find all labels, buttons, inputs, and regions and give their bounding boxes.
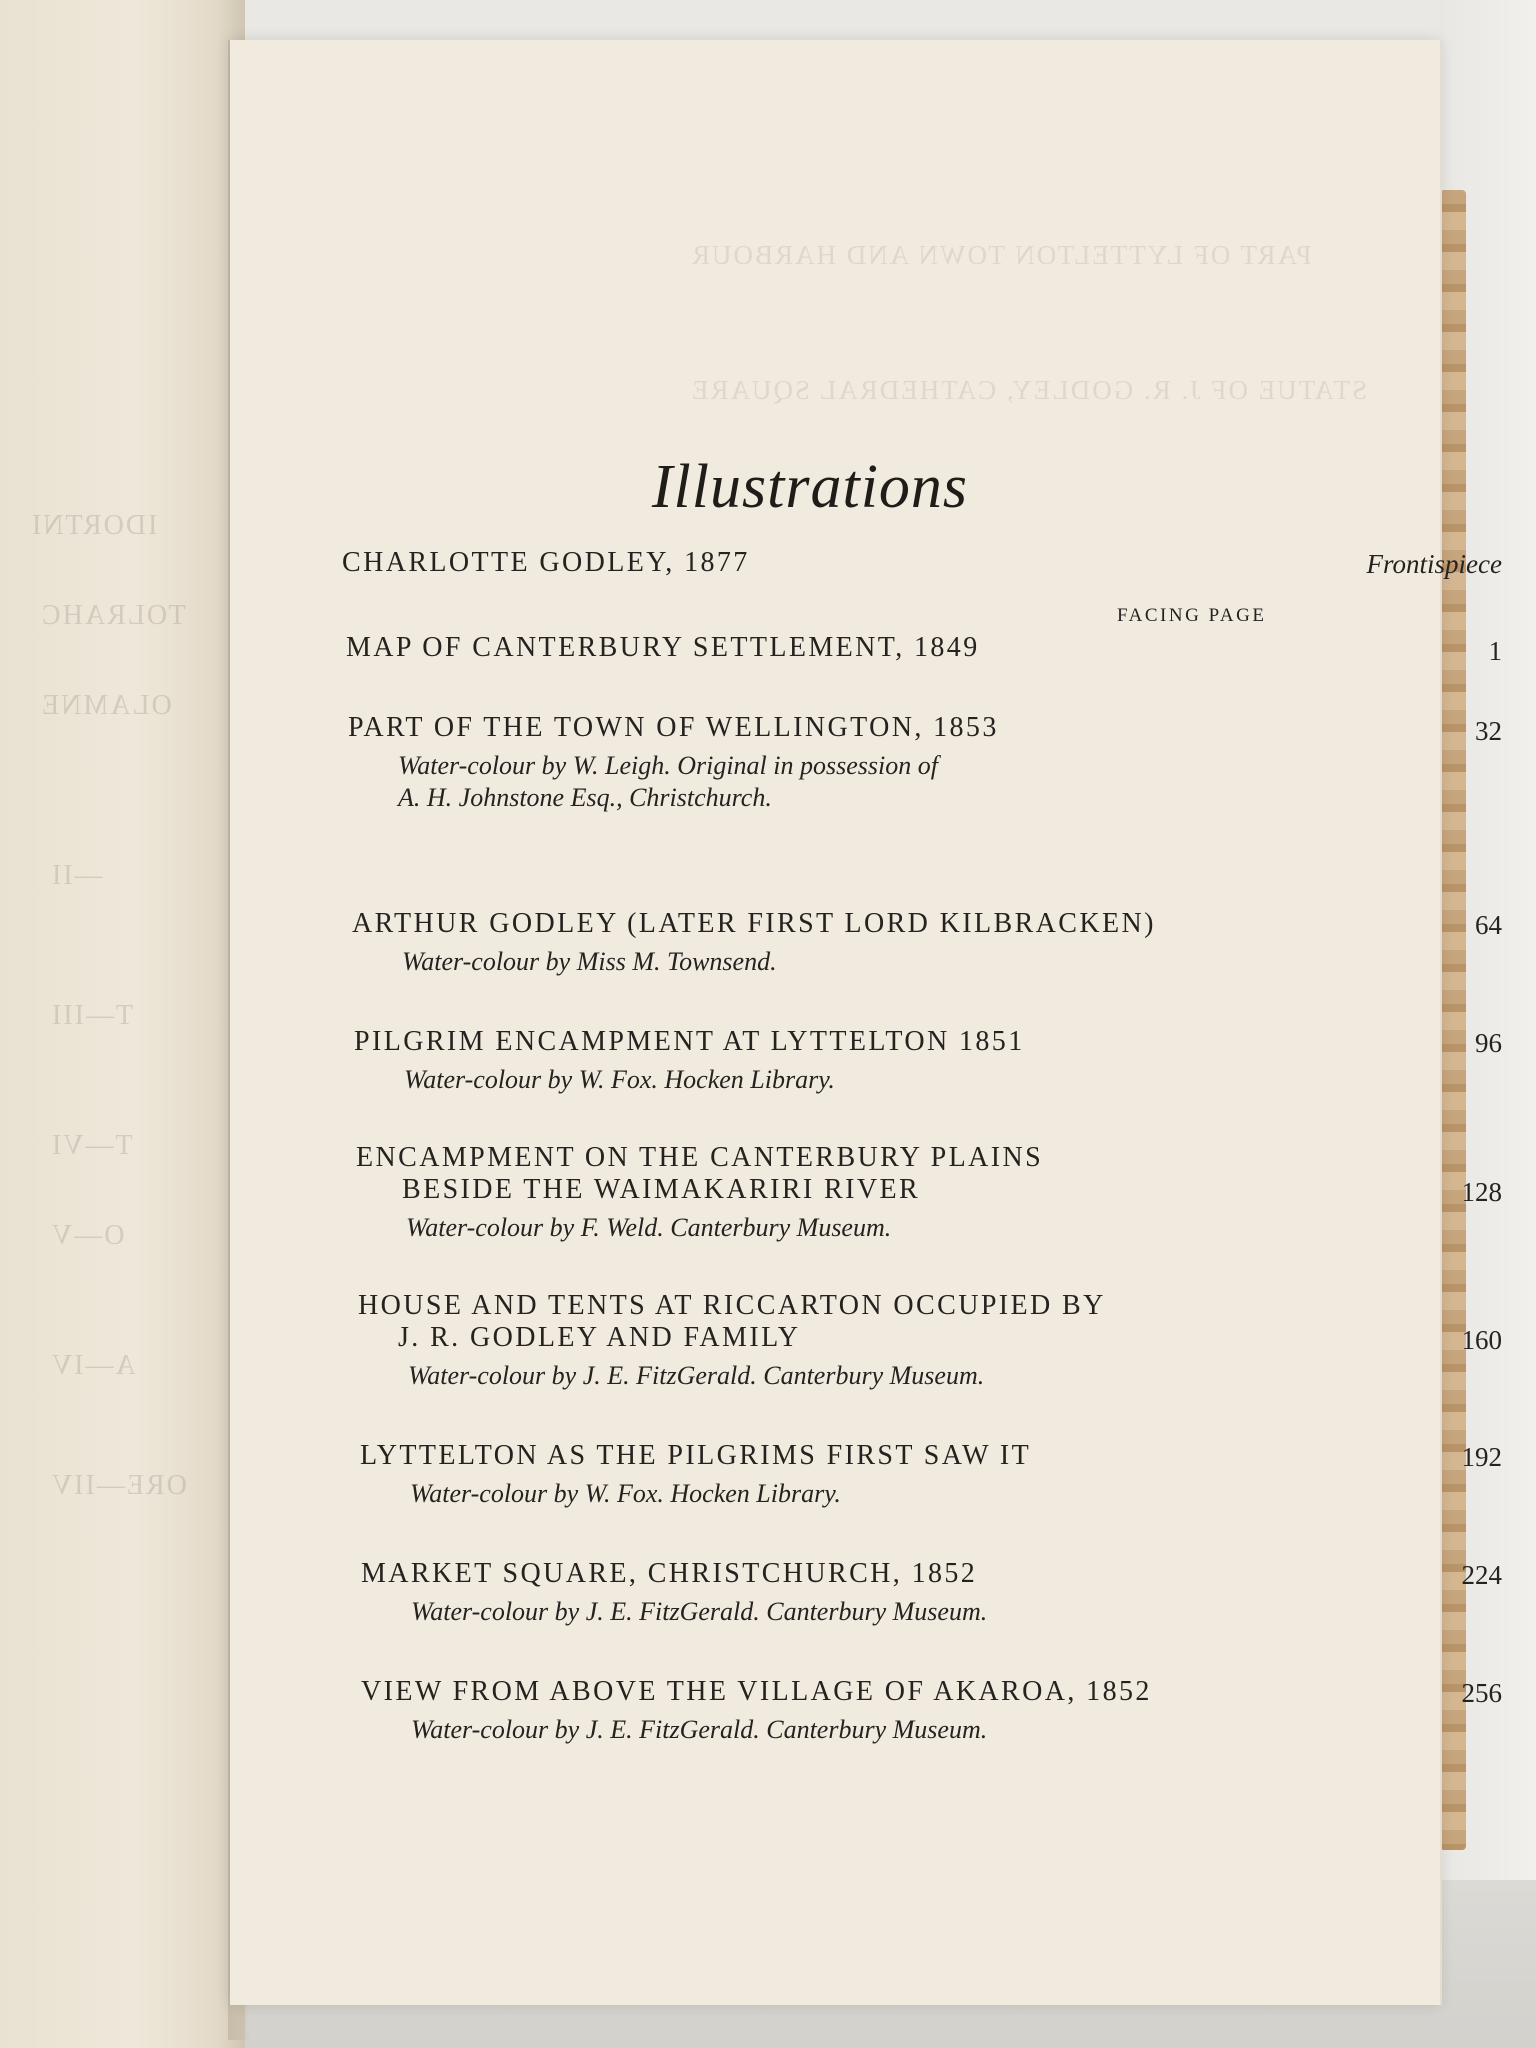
list-item	[346, 632, 1502, 664]
bleed-through-text: TOLRAHC	[40, 600, 186, 631]
list-item	[352, 908, 1502, 978]
list-item	[356, 1142, 1502, 1244]
bleed-through-text: OLAMNE	[40, 690, 172, 721]
illustration-title: MAP OF CANTERBURY SETTLEMENT, 1849	[346, 632, 980, 663]
bleed-through-text: —II	[50, 860, 103, 891]
page-number: 256	[1461, 1678, 1502, 1708]
list-item	[358, 1290, 1502, 1392]
illustration-title: HOUSE AND TENTS AT RICCARTON OCCUPIED BY	[358, 1290, 1106, 1321]
page-title: Illustrations	[651, 453, 969, 521]
frontispiece-label: Frontispiece	[1366, 549, 1502, 579]
illustration-caption: Water-colour by Miss M. Townsend.	[402, 947, 777, 976]
illustration-caption: A. H. Johnstone Esq., Christchurch.	[398, 783, 772, 812]
page-number: 192	[1461, 1442, 1502, 1472]
bleed-through-text: IDORTNI	[30, 510, 158, 541]
illustration-title-continued: J. R. GODLEY AND FAMILY	[398, 1322, 801, 1353]
page-number: 128	[1461, 1177, 1502, 1207]
illustration-caption: Water-colour by W. Leigh. Original in possession of	[398, 751, 938, 780]
illustration-title: LYTTELTON AS THE PILGRIMS FIRST SAW IT	[360, 1440, 1032, 1471]
bleed-through-text: O—V	[50, 1220, 125, 1251]
page-number: 96	[1475, 1028, 1502, 1058]
bleed-through-text: T—III	[50, 1000, 134, 1031]
bleed-through-text: PART OF LYTTELTON TOWN AND HARBOUR	[690, 240, 1312, 270]
list-item	[361, 1558, 1502, 1628]
list-of-illustrations	[230, 40, 1502, 2005]
list-item	[361, 1676, 1502, 1746]
illustration-title: ARTHUR GODLEY (LATER FIRST LORD KILBRACKEN)	[352, 908, 1156, 939]
page-number: 160	[1461, 1325, 1502, 1355]
frontispiece-entry	[342, 547, 1502, 579]
page-number: 1	[1488, 636, 1502, 666]
facing-page-heading: FACING PAGE	[1117, 605, 1267, 626]
illustration-title: PILGRIM ENCAMPMENT AT LYTTELTON 1851	[354, 1026, 1025, 1057]
page-number: 224	[1461, 1560, 1502, 1590]
illustration-caption: Water-colour by J. E. FitzGerald. Canterbury Museum.	[411, 1597, 988, 1626]
illustration-caption: Water-colour by J. E. FitzGerald. Canterbury Museum.	[408, 1361, 985, 1390]
illustration-title-continued: BESIDE THE WAIMAKARIRI RIVER	[402, 1174, 921, 1205]
bleed-through-text: T—VI	[50, 1130, 133, 1161]
page-number: 64	[1475, 910, 1502, 940]
illustration-caption: Water-colour by J. E. FitzGerald. Canterbury Museum.	[411, 1715, 988, 1744]
book-page	[230, 40, 1502, 2005]
bleed-through-text: ORE—IIV	[50, 1470, 187, 1501]
list-item	[354, 1026, 1502, 1096]
illustration-title: ENCAMPMENT ON THE CANTERBURY PLAINS	[356, 1142, 1044, 1173]
left-page	[0, 0, 245, 2048]
illustration-title: MARKET SQUARE, CHRISTCHURCH, 1852	[361, 1558, 978, 1589]
page-number: 32	[1475, 716, 1502, 746]
illustration-title: PART OF THE TOWN OF WELLINGTON, 1853	[348, 712, 999, 743]
bleed-through-text: A—IV	[50, 1350, 136, 1381]
illustration-caption: Water-colour by W. Fox. Hocken Library.	[410, 1479, 841, 1508]
illustration-title: VIEW FROM ABOVE THE VILLAGE OF AKAROA, 1852	[361, 1676, 1152, 1707]
illustration-title: CHARLOTTE GODLEY, 1877	[342, 547, 750, 578]
list-item	[360, 1440, 1502, 1510]
bleed-through-text: STATUE OF J. R. GODLEY, CATHEDRAL SQUARE	[690, 375, 1368, 405]
illustration-caption: Water-colour by F. Weld. Canterbury Museum.	[406, 1213, 892, 1242]
list-item	[348, 712, 1502, 814]
illustration-caption: Water-colour by W. Fox. Hocken Library.	[404, 1065, 835, 1094]
